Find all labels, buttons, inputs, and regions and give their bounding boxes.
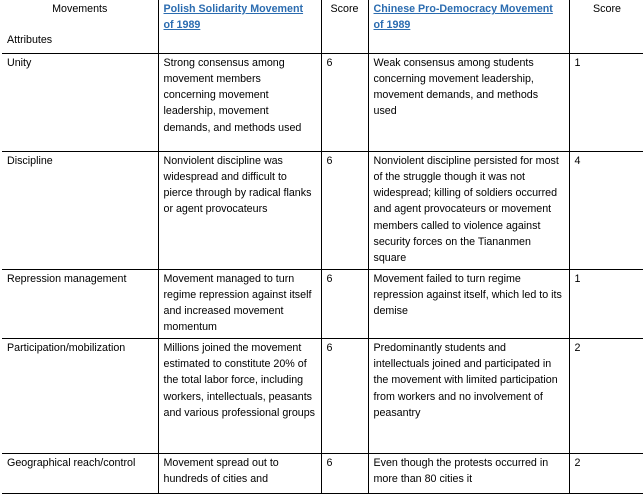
chinese-cell: Nonviolent discipline persisted for most of the struggle though it was not widespread; killing of soldiers occurred and agent provocateurs or movement members called to violence against security forces on the Tiananmen square xyxy=(368,151,569,269)
header-score1: Score xyxy=(321,0,368,53)
table-row xyxy=(2,338,643,453)
attribute-cell: Participation/mobilization xyxy=(2,338,158,453)
table-row xyxy=(2,151,643,269)
chinese-score-cell: 1 xyxy=(569,269,643,338)
polish-score-cell: 6 xyxy=(321,338,368,453)
attribute-cell: Repression management xyxy=(2,269,158,338)
header-polish-cell xyxy=(158,0,321,53)
polish-score-cell: 6 xyxy=(321,53,368,151)
attribute-cell: Geographical reach/control xyxy=(2,453,158,493)
polish-score-cell: 6 xyxy=(321,151,368,269)
polish-cell: Strong consensus among movement members concerning movement leadership, movement demands, and methods used xyxy=(158,53,321,151)
header-movements-attributes-cell xyxy=(2,0,158,53)
polish-cell: Millions joined the movement estimated to constitute 20% of the total labor force, including workers, intellectuals, peasants and various professional groups xyxy=(158,338,321,453)
attribute-cell: Discipline xyxy=(2,151,158,269)
polish-score-cell: 6 xyxy=(321,269,368,338)
chinese-score-cell: 2 xyxy=(569,338,643,453)
header-row xyxy=(2,0,643,53)
table-row xyxy=(2,53,643,151)
attribute-cell: Unity xyxy=(2,53,158,151)
comparison-table xyxy=(2,0,643,494)
chinese-score-cell: 4 xyxy=(569,151,643,269)
polish-cell: Nonviolent discipline was widespread and difficult to pierce through by radical flanks or agent provocateurs xyxy=(158,151,321,269)
chinese-score-cell: 1 xyxy=(569,53,643,151)
header-movements: Movements xyxy=(52,3,108,15)
table-row xyxy=(2,453,643,493)
polish-cell: Movement managed to turn regime repression against itself and increased movement momentum xyxy=(158,269,321,338)
chinese-cell: Weak consensus among students concerning movement leadership, movement demands, and methods used xyxy=(368,53,569,151)
table-row xyxy=(2,269,643,338)
header-chinese-link[interactable]: Chinese Pro-Democracy Movement of 1989 xyxy=(373,3,553,32)
header-attributes: Attributes xyxy=(7,34,53,47)
header-chinese-cell xyxy=(368,0,569,53)
chinese-cell: Even though the protests occurred in more than 80 cities it xyxy=(368,453,569,493)
header-polish-link[interactable]: Polish Solidarity Movement of 1989 xyxy=(163,3,304,32)
chinese-cell: Predominantly students and intellectuals joined and participated in the movement with limited participation from workers and no involvement of peasantry xyxy=(368,338,569,453)
polish-cell: Movement spread out to hundreds of cities and xyxy=(158,453,321,493)
chinese-cell: Movement failed to turn regime repression against itself, which led to its demise xyxy=(368,269,569,338)
header-score2: Score xyxy=(569,0,643,53)
chinese-score-cell: 2 xyxy=(569,453,643,493)
polish-score-cell: 6 xyxy=(321,453,368,493)
